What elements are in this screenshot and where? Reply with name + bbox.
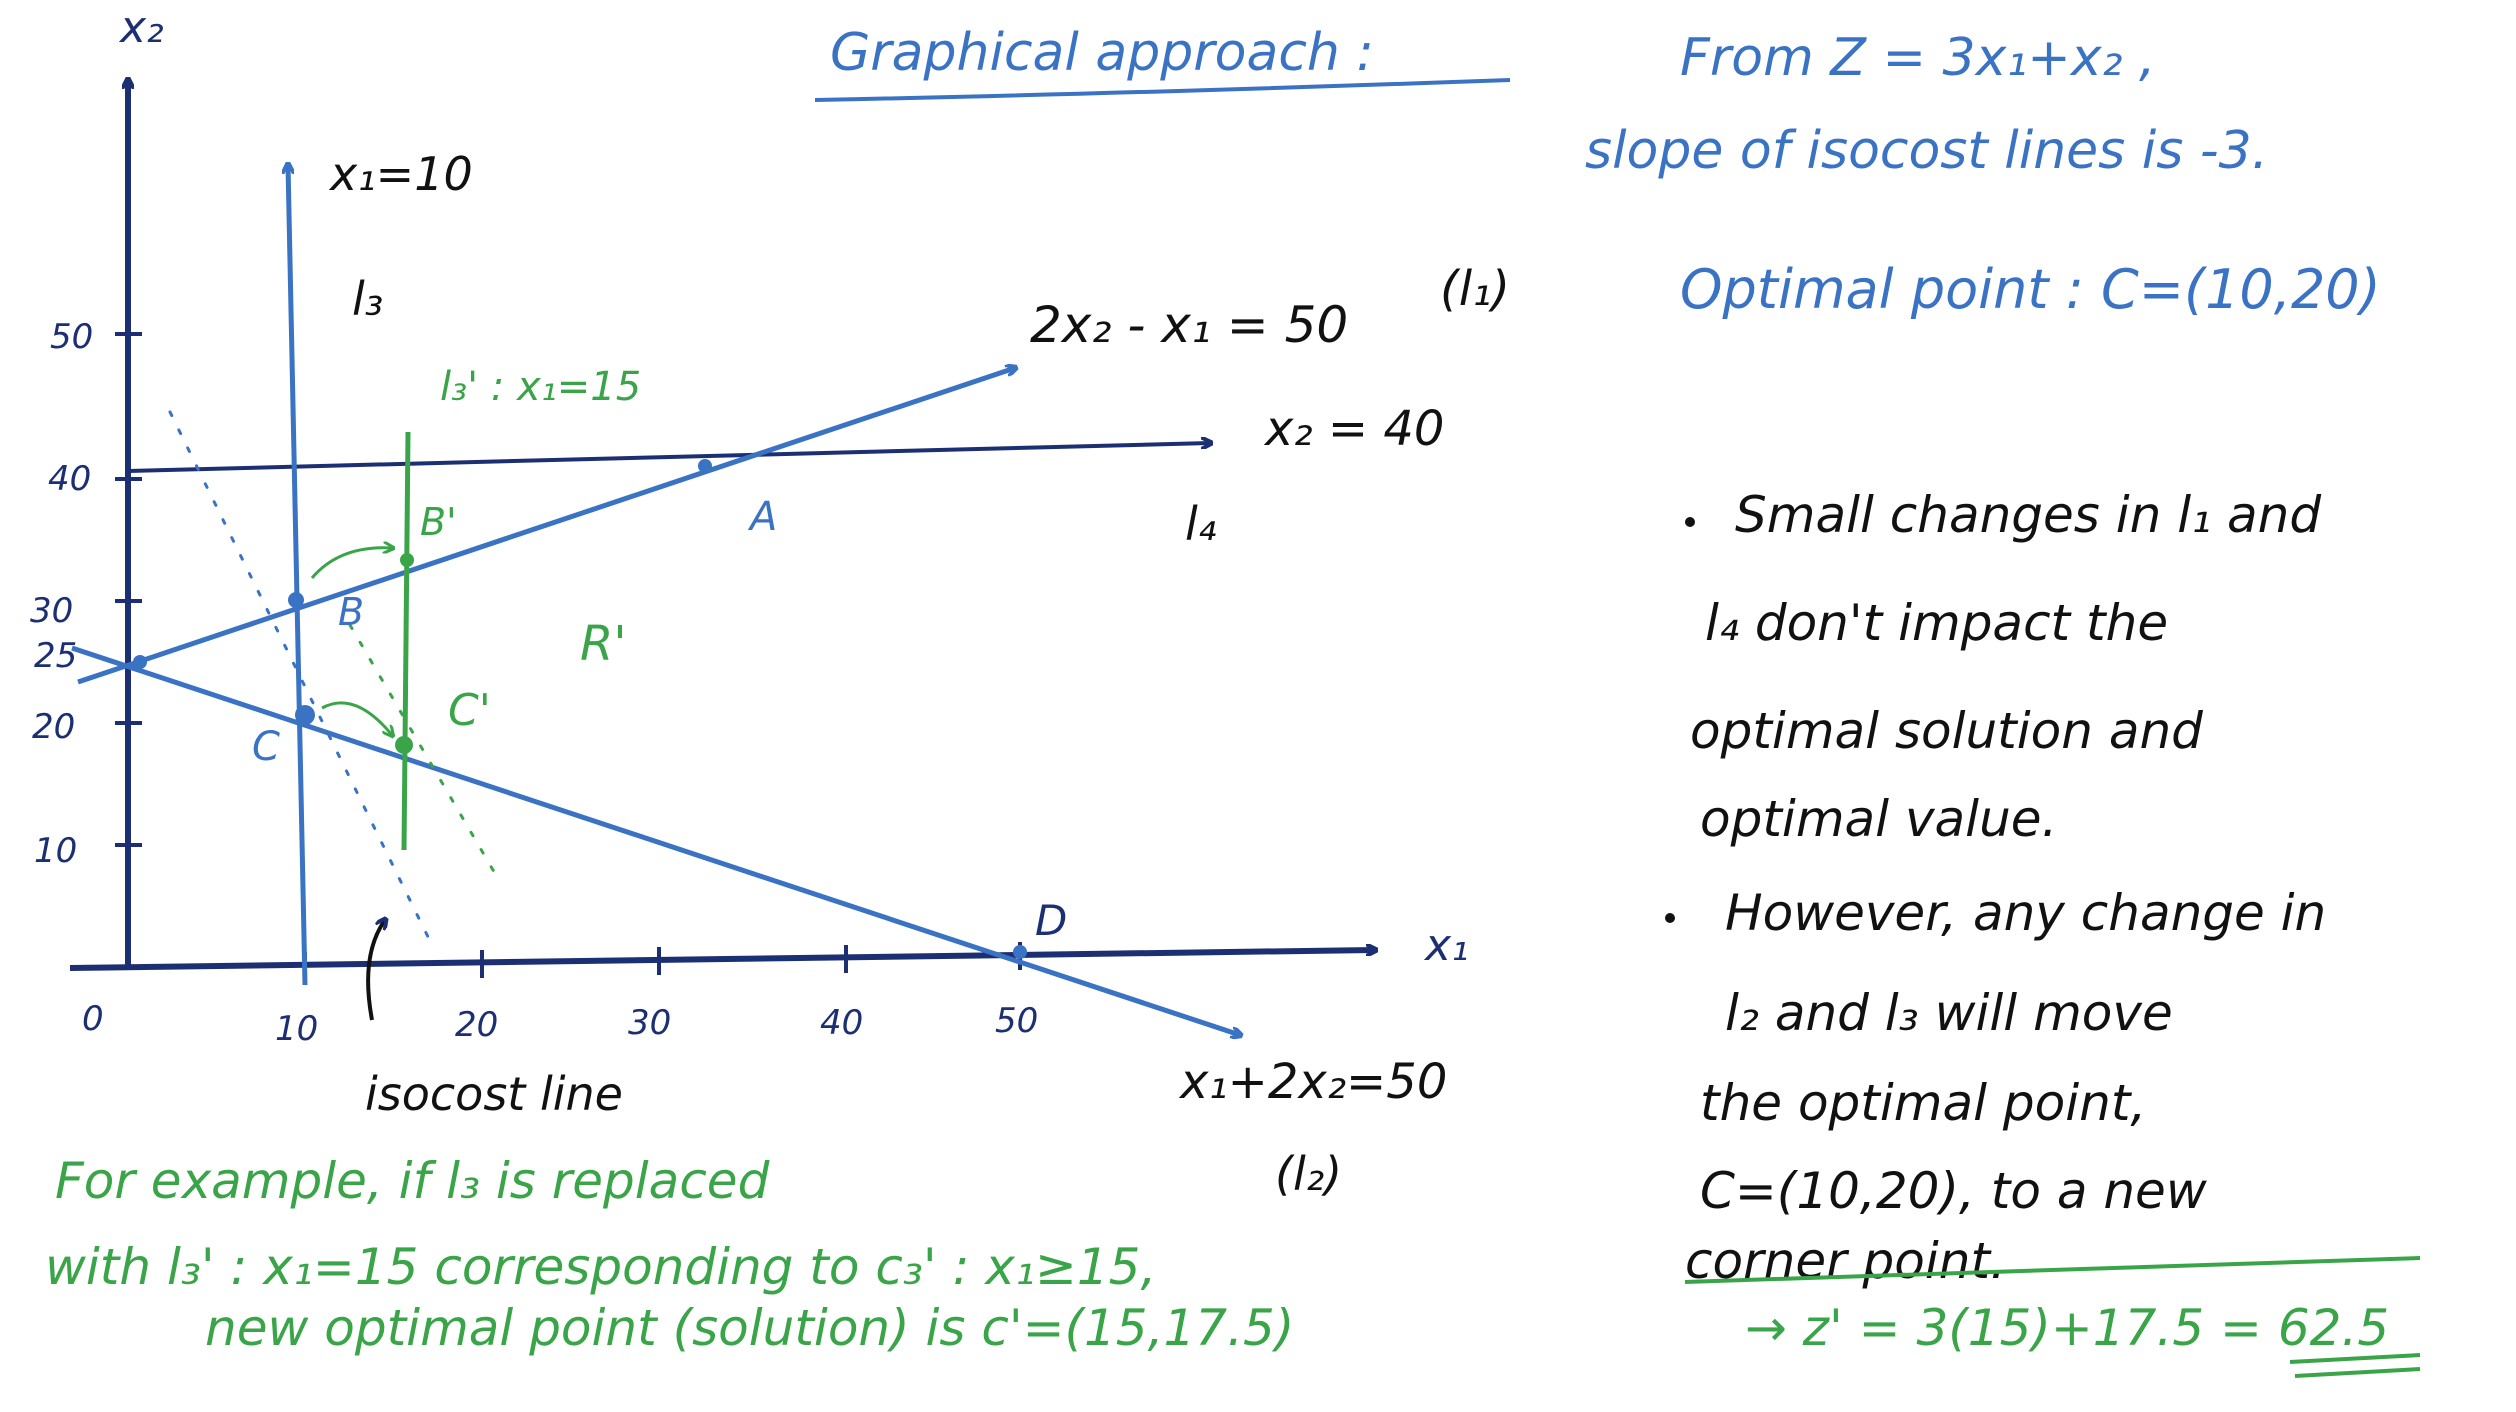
bullet2-line1: However, any change in	[1725, 884, 2327, 942]
line-l3-prime	[404, 432, 408, 850]
line-l4	[128, 443, 1210, 471]
lp-graph	[30, 2, 1510, 1201]
point-a-dot	[698, 459, 712, 473]
label-l4: l₄	[1185, 497, 1217, 551]
label-isocost-line: isocost line	[365, 1067, 623, 1121]
title-underline	[815, 80, 1510, 100]
bullet-list	[1665, 486, 2326, 1290]
answer-underline-2	[2295, 1369, 2420, 1376]
y-tick-label-40: 40	[48, 459, 92, 499]
notes-panel	[815, 23, 2381, 321]
isocost-line-c-prime	[350, 625, 500, 882]
x-tick-label-30: 30	[628, 1003, 672, 1043]
title-graphical-approach: Graphical approach :	[830, 23, 1374, 83]
bullet-dot-2	[1665, 913, 1675, 923]
label-point-b-prime: B'	[420, 500, 457, 544]
y-tick-label-10: 10	[34, 831, 78, 871]
x-tick-label-10: 10	[275, 1009, 319, 1049]
label-l1-equation: 2x₂ - x₁ = 50	[1030, 296, 1349, 354]
label-point-c: C	[252, 724, 280, 770]
isocost-pointer-arrow	[368, 920, 385, 1020]
bullet1-line1: Small changes in l₁ and	[1735, 486, 2322, 544]
label-point-a: A	[750, 494, 778, 540]
point-c-dot	[295, 705, 315, 725]
label-l3-prime-equation: l₃' : x₁=15	[440, 364, 642, 410]
line-l2	[72, 648, 1240, 1035]
arrow-b-to-b-prime	[312, 548, 392, 578]
point-b-prime-dot	[400, 553, 414, 567]
arrow-c-to-c-prime	[322, 703, 392, 735]
label-l1: (l₁)	[1440, 261, 1511, 317]
example-line3: new optimal point (solution) is c'=(15,17.5)	[205, 1299, 1295, 1357]
label-l2-equation: x₁+2x₂=50	[1180, 1054, 1448, 1110]
label-point-c-prime: C'	[448, 685, 491, 736]
x-tick-label-50: 50	[995, 1001, 1039, 1041]
y-tick-label-20: 20	[32, 707, 76, 747]
x-axis	[70, 950, 1375, 968]
label-l3-equation: x₁=10	[330, 147, 473, 201]
bullet2-line4: C=(10,20), to a new	[1700, 1162, 2207, 1220]
x-tick-label-20: 20	[455, 1005, 499, 1045]
label-point-d: D	[1035, 896, 1068, 945]
x-tick-labels	[82, 999, 1038, 1049]
example-line1: For example, if l₃ is replaced	[55, 1152, 770, 1210]
intercept-dot	[133, 655, 147, 669]
line-l3	[288, 165, 305, 985]
bullet1-line4: optimal value.	[1700, 790, 2058, 848]
x-tick-label-0: 0	[82, 999, 104, 1039]
point-d-dot	[1013, 945, 1027, 959]
bullet1-line2: l₄ don't impact the	[1705, 594, 2169, 652]
y-tick-label-30: 30	[30, 591, 74, 631]
bullet2-line2: l₂ and l₃ will move	[1725, 984, 2173, 1042]
bullet1-line3: optimal solution and	[1690, 702, 2203, 760]
y-tick-label-25: 25	[34, 636, 78, 676]
x-axis-label: x₁	[1425, 920, 1469, 971]
note-objective: From Z = 3x₁+x₂ ,	[1680, 28, 2156, 88]
note-optimal-point: Optimal point : C=(10,20)	[1680, 258, 2381, 321]
note-isocost-slope: slope of isocost lines is -3.	[1585, 121, 2269, 181]
bullet2-line3: the optimal point,	[1700, 1074, 2147, 1132]
y-tick-labels	[30, 317, 93, 871]
point-c-prime-dot	[395, 736, 413, 754]
label-point-b: B	[338, 590, 365, 634]
bullet-dot-1	[1685, 517, 1695, 527]
example-line4: → z' = 3(15)+17.5 = 62.5	[1745, 1299, 2390, 1357]
line-l1	[78, 368, 1015, 682]
label-l4-equation: x₂ = 40	[1265, 401, 1445, 457]
bullet2-line5: corner point.	[1685, 1232, 2006, 1290]
label-region-r-prime: R'	[580, 616, 627, 672]
label-l3: l₃	[352, 272, 384, 326]
y-axis-label: x₂	[120, 2, 164, 53]
example-line2: with l₃' : x₁=15 corresponding to c₃' : x₁≥15,	[45, 1238, 1157, 1296]
x-tick-label-40: 40	[820, 1003, 864, 1043]
point-b-dot	[288, 592, 304, 608]
y-tick-label-50: 50	[50, 317, 94, 357]
label-l2: (l₂)	[1275, 1147, 1343, 1201]
